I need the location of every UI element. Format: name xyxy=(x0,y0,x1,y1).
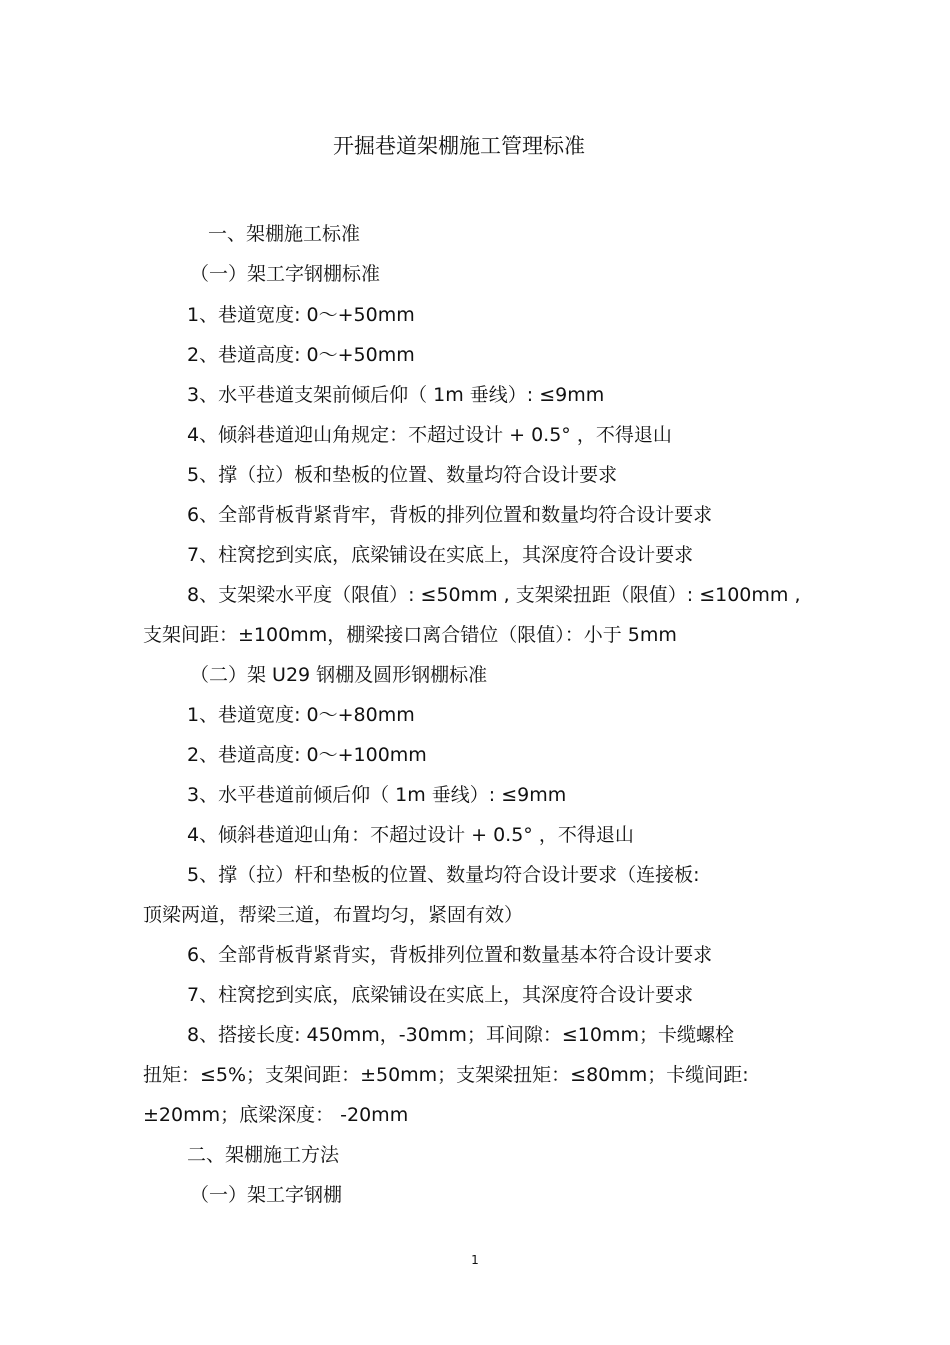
subsection-heading-3: （一）架工字钢棚 xyxy=(190,1184,343,1206)
paragraph-line: 6、全部背板背紧背实，背板排列位置和数量基本符合设计要求 xyxy=(187,944,713,966)
subsection-heading-1: （一）架工字钢棚标准 xyxy=(190,263,381,285)
paragraph-line: ±20mm；底梁深度： -20mm xyxy=(143,1104,409,1126)
paragraph-line: 1、巷道宽度: 0～+50mm xyxy=(187,304,415,326)
paragraph-line: 顶梁两道，帮梁三道，布置均匀，紧固有效） xyxy=(143,904,524,926)
paragraph-line: 5、撑（拉）杆和垫板的位置、数量均符合设计要求（连接板: xyxy=(187,864,700,886)
paragraph-line: 5、撑（拉）板和垫板的位置、数量均符合设计要求 xyxy=(187,464,618,486)
paragraph-line: 3、水平巷道前倾后仰（ 1m 垂线）: ≤9mm xyxy=(187,784,567,806)
document-title: 开掘巷道架棚施工管理标准 xyxy=(333,134,585,158)
paragraph-line: 4、倾斜巷道迎山角规定：不超过设计 + 0.5° ，不得退山 xyxy=(187,424,672,446)
page-number: 1 xyxy=(471,1253,479,1267)
paragraph-line: 7、柱窝挖到实底，底梁铺设在实底上，其深度符合设计要求 xyxy=(187,984,694,1006)
paragraph-line: 6、全部背板背紧背牢，背板的排列位置和数量均符合设计要求 xyxy=(187,504,713,526)
section-heading-2: 二、架棚施工方法 xyxy=(187,1144,340,1166)
paragraph-line: 7、柱窝挖到实底，底梁铺设在实底上，其深度符合设计要求 xyxy=(187,544,694,566)
paragraph-line: 支架间距：±100mm，棚梁接口离合错位（限值）：小于 5mm xyxy=(143,624,677,646)
paragraph-line: 8、搭接长度: 450mm，-30mm；耳间隙：≤10mm；卡缆螺栓 xyxy=(187,1024,734,1046)
paragraph-line: 扭矩：≤5%；支架间距：±50mm；支架梁扭矩：≤80mm；卡缆间距: xyxy=(143,1064,749,1086)
paragraph-line: 2、巷道高度: 0～+50mm xyxy=(187,344,415,366)
subsection-heading-2: （二）架 U29 钢棚及圆形钢棚标准 xyxy=(190,664,488,686)
paragraph-line: 4、倾斜巷道迎山角：不超过设计 + 0.5° ，不得退山 xyxy=(187,824,634,846)
section-heading-1: 一、架棚施工标准 xyxy=(208,223,361,245)
paragraph-line: 8、支架梁水平度（限值）: ≤50mm , 支架梁扭距（限值）: ≤100mm , xyxy=(187,584,801,606)
paragraph-line: 3、水平巷道支架前倾后仰（ 1m 垂线）: ≤9mm xyxy=(187,384,605,406)
paragraph-line: 2、巷道高度: 0～+100mm xyxy=(187,744,427,766)
paragraph-line: 1、巷道宽度: 0～+80mm xyxy=(187,704,415,726)
